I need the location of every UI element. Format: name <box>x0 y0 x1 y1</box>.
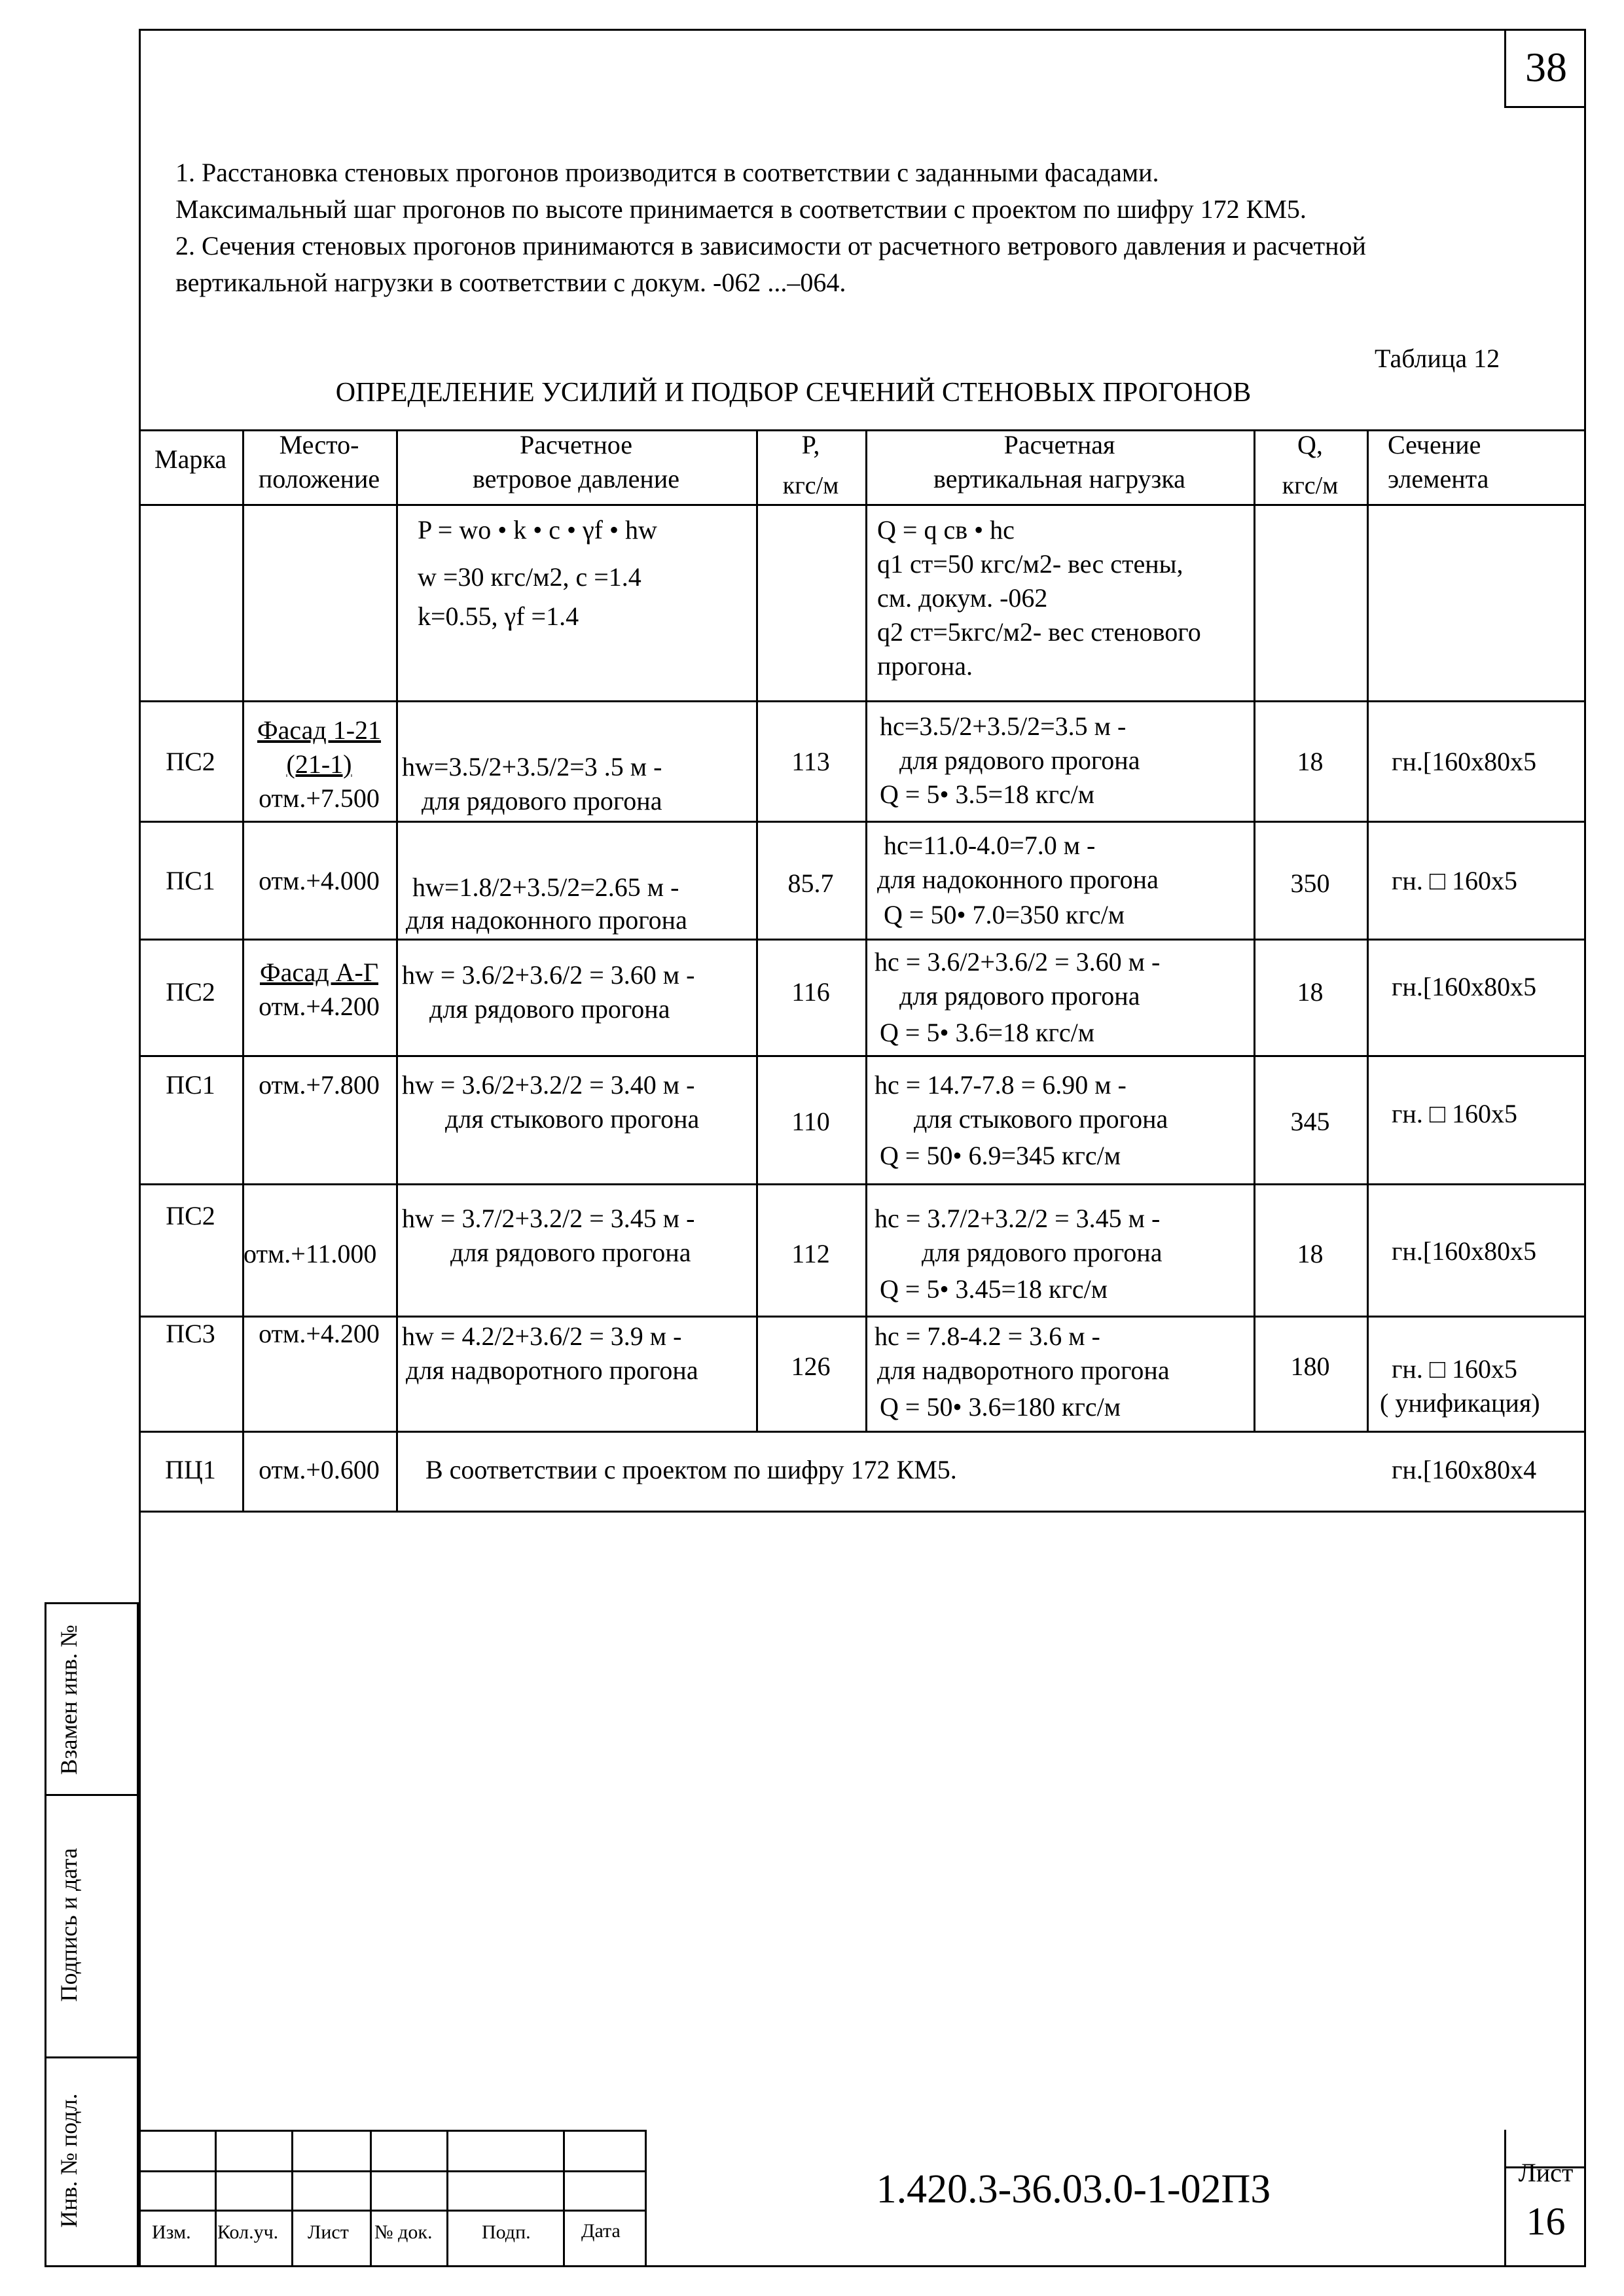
row-p: 116 <box>791 977 830 1007</box>
row-location: отм.+4.200 <box>259 992 380 1021</box>
note-line: вертикальной нагрузки в соответствии с докум. -062 ...–064. <box>175 268 846 297</box>
row-merged-note: В соответствии с проектом по шифру 172 КМ5. <box>425 1455 957 1484</box>
wind-formula-params: k=0.55, γf =1.4 <box>418 601 579 631</box>
drawing-frame <box>139 29 1586 2267</box>
row-location: отм.+7.800 <box>259 1070 380 1100</box>
row-vert: hc = 14.7-7.8 = 6.90 м - <box>875 1070 1127 1100</box>
header-q-1: Q, <box>1297 430 1323 459</box>
row-section: гн. □ 160х5 <box>1392 866 1517 895</box>
title-block-line <box>1504 2130 1506 2267</box>
row-q: 180 <box>1290 1352 1330 1381</box>
row-q: 345 <box>1290 1107 1330 1136</box>
row-wind: hw = 3.6/2+3.6/2 = 3.60 м - <box>402 960 695 990</box>
row-vert: Q = 50• 6.9=345 кгс/м <box>880 1141 1121 1170</box>
header-wind-1: Расчетное <box>520 430 632 459</box>
row-vert: hc = 7.8-4.2 = 3.6 м - <box>875 1321 1100 1351</box>
stamp-inv-label: Инв. № подл. <box>56 2093 82 2228</box>
header-vert-2: вертикальная нагрузка <box>933 464 1185 493</box>
table-line <box>396 429 398 1511</box>
note-line: 2. Сечения стеновых прогонов принимаются в зависимости от расчетного ветрового давления и расчетной <box>175 231 1366 260</box>
wind-formula-params: w =30 кгс/м2, c =1.4 <box>418 562 641 592</box>
row-mark: ПЦ1 <box>165 1455 216 1484</box>
title-block-line <box>446 2130 448 2267</box>
table-line <box>139 1183 1586 1185</box>
table-line <box>139 1055 1586 1057</box>
table-number: Таблица 12 <box>1375 344 1500 373</box>
row-location: отм.+4.200 <box>259 1319 380 1348</box>
row-mark: ПС2 <box>166 1201 215 1230</box>
row-wind: для надоконного прогона <box>406 905 687 935</box>
header-location-2: положение <box>258 464 380 493</box>
row-mark: ПС2 <box>166 977 215 1007</box>
row-vert: Q = 5• 3.6=18 кгс/м <box>880 1018 1095 1047</box>
tb-col-doc: № док. <box>374 2221 433 2243</box>
row-vert: для надоконного прогона <box>877 865 1159 894</box>
table-line <box>865 429 867 1431</box>
row-wind: для рядового прогона <box>422 786 662 816</box>
row-vert: для рядового прогона <box>899 745 1140 775</box>
tb-col-list: Лист <box>308 2221 349 2243</box>
header-mark: Марка <box>154 444 226 474</box>
row-section: гн.[160х80х5 <box>1392 972 1537 1001</box>
row-mark: ПС3 <box>166 1319 215 1348</box>
row-p: 85.7 <box>787 869 834 898</box>
vert-formula-params: прогона. <box>877 651 973 681</box>
row-location: отм.+4.000 <box>259 866 380 895</box>
table-title: ОПРЕДЕЛЕНИЕ УСИЛИЙ И ПОДБОР СЕЧЕНИЙ СТЕНОВЫХ ПРОГОНОВ <box>335 378 1252 408</box>
header-vert-1: Расчетная <box>1003 430 1115 459</box>
row-wind: hw = 3.7/2+3.2/2 = 3.45 м - <box>402 1204 695 1233</box>
title-block-line <box>563 2130 565 2267</box>
row-section-note: ( унификация) <box>1380 1388 1540 1418</box>
row-q: 18 <box>1297 747 1324 776</box>
table-line <box>139 939 1586 941</box>
sheet-label: Лист <box>1518 2158 1574 2187</box>
stamp-replaced-label: Взамен инв. № <box>56 1624 82 1775</box>
note-line: Максимальный шаг прогонов по высоте принимается в соответствии с проектом по шифру 172 КМ5. <box>175 194 1307 224</box>
row-location: отм.+11.000 <box>244 1239 377 1268</box>
header-p-1: P, <box>801 430 820 459</box>
row-wind: hw=3.5/2+3.5/2=3 .5 м - <box>402 752 662 781</box>
row-location: (21-1) <box>286 749 352 779</box>
row-vert: для надворотного прогона <box>877 1355 1170 1385</box>
vert-formula-params: см. докум. -062 <box>877 583 1048 613</box>
table-line <box>139 1431 1586 1433</box>
table-line <box>1367 429 1369 1431</box>
row-location: отм.+0.600 <box>259 1455 380 1484</box>
notes-block <box>175 154 1570 301</box>
tb-col-sign: Подп. <box>482 2221 531 2243</box>
row-location: Фасад 1-21 <box>257 715 382 745</box>
sheet-number: 16 <box>1526 2200 1566 2243</box>
vert-formula-params: q1 ст=50 кгс/м2- вес стены, <box>877 549 1183 579</box>
row-vert: Q = 50• 3.6=180 кгс/м <box>880 1392 1121 1422</box>
vert-formula-params: q2 ст=5кгс/м2- вес стенового <box>877 617 1201 647</box>
title-block-line <box>645 2130 647 2267</box>
row-section: гн.[160х80х5 <box>1392 1236 1537 1266</box>
row-location: отм.+7.500 <box>259 783 380 813</box>
row-q: 350 <box>1290 869 1330 898</box>
row-section: гн. □ 160х5 <box>1392 1099 1517 1128</box>
table-line <box>139 504 1586 506</box>
row-q: 18 <box>1297 1239 1324 1268</box>
header-wind-2: ветровое давление <box>473 464 679 493</box>
header-section-1: Сечение <box>1388 430 1481 459</box>
document-code: 1.420.3-36.03.0-1-02ПЗ <box>876 2167 1271 2212</box>
stamp-signature-label: Подпись и дата <box>56 1848 82 2002</box>
row-wind: для рядового прогона <box>429 994 670 1024</box>
page-number: 38 <box>1504 29 1586 108</box>
table-line <box>139 700 1586 702</box>
table-line <box>1254 429 1255 1431</box>
row-p: 112 <box>791 1239 830 1268</box>
header-q-2: кгс/м <box>1282 472 1339 499</box>
row-wind: hw=1.8/2+3.5/2=2.65 м - <box>412 872 679 902</box>
tb-col-izm: Изм. <box>152 2221 191 2243</box>
note-line: 1. Расстановка стеновых прогонов производится в соответствии с заданными фасадами. <box>175 158 1159 187</box>
row-p: 110 <box>791 1107 830 1136</box>
header-p-2: кгс/м <box>782 472 839 499</box>
title-block-line <box>291 2130 293 2267</box>
row-vert: для рядового прогона <box>922 1238 1163 1267</box>
row-vert: для стыкового прогона <box>914 1104 1168 1134</box>
row-vert: для рядового прогона <box>899 981 1140 1011</box>
row-wind: для стыкового прогона <box>445 1104 700 1134</box>
row-mark: ПС1 <box>166 866 215 895</box>
row-vert: hc=11.0-4.0=7.0 м - <box>884 831 1096 860</box>
row-wind: для надворотного прогона <box>406 1355 698 1385</box>
row-p: 113 <box>791 747 830 776</box>
wind-formula: P = wo • k • c • γf • hw <box>418 515 657 545</box>
row-mark: ПС1 <box>166 1070 215 1100</box>
table-line <box>756 429 758 1431</box>
tb-col-kol: Кол.уч. <box>217 2221 279 2243</box>
row-section: гн. □ 160х5 <box>1392 1354 1517 1384</box>
row-mark: ПС2 <box>166 747 215 776</box>
title-block-line <box>370 2130 372 2267</box>
row-vert: Q = 5• 3.5=18 кгс/м <box>880 780 1095 809</box>
row-vert: hc=3.5/2+3.5/2=3.5 м - <box>880 711 1127 741</box>
row-vert: Q = 5• 3.45=18 кгс/м <box>880 1274 1108 1304</box>
tb-col-date: Дата <box>581 2220 621 2242</box>
row-location: Фасад А-Г <box>259 958 379 987</box>
row-q: 18 <box>1297 977 1324 1007</box>
row-vert: hc = 3.6/2+3.6/2 = 3.60 м - <box>875 947 1161 977</box>
row-wind: hw = 3.6/2+3.2/2 = 3.40 м - <box>402 1070 695 1100</box>
row-wind: для рядового прогона <box>450 1238 691 1267</box>
table-line <box>139 1511 1586 1513</box>
row-wind: hw = 4.2/2+3.6/2 = 3.9 м - <box>402 1321 682 1351</box>
row-vert: hc = 3.7/2+3.2/2 = 3.45 м - <box>875 1204 1161 1233</box>
row-p: 126 <box>791 1352 831 1381</box>
row-vert: Q = 50• 7.0=350 кгс/м <box>884 900 1125 929</box>
header-location-1: Место- <box>279 430 359 459</box>
vert-formula: Q = q св • hc <box>877 515 1015 545</box>
row-section: гн.[160х80х5 <box>1392 747 1537 776</box>
header-section-2: элемента <box>1388 464 1489 493</box>
title-block-line <box>215 2130 217 2267</box>
row-section: гн.[160х80х4 <box>1392 1455 1537 1484</box>
table-line <box>139 821 1586 823</box>
